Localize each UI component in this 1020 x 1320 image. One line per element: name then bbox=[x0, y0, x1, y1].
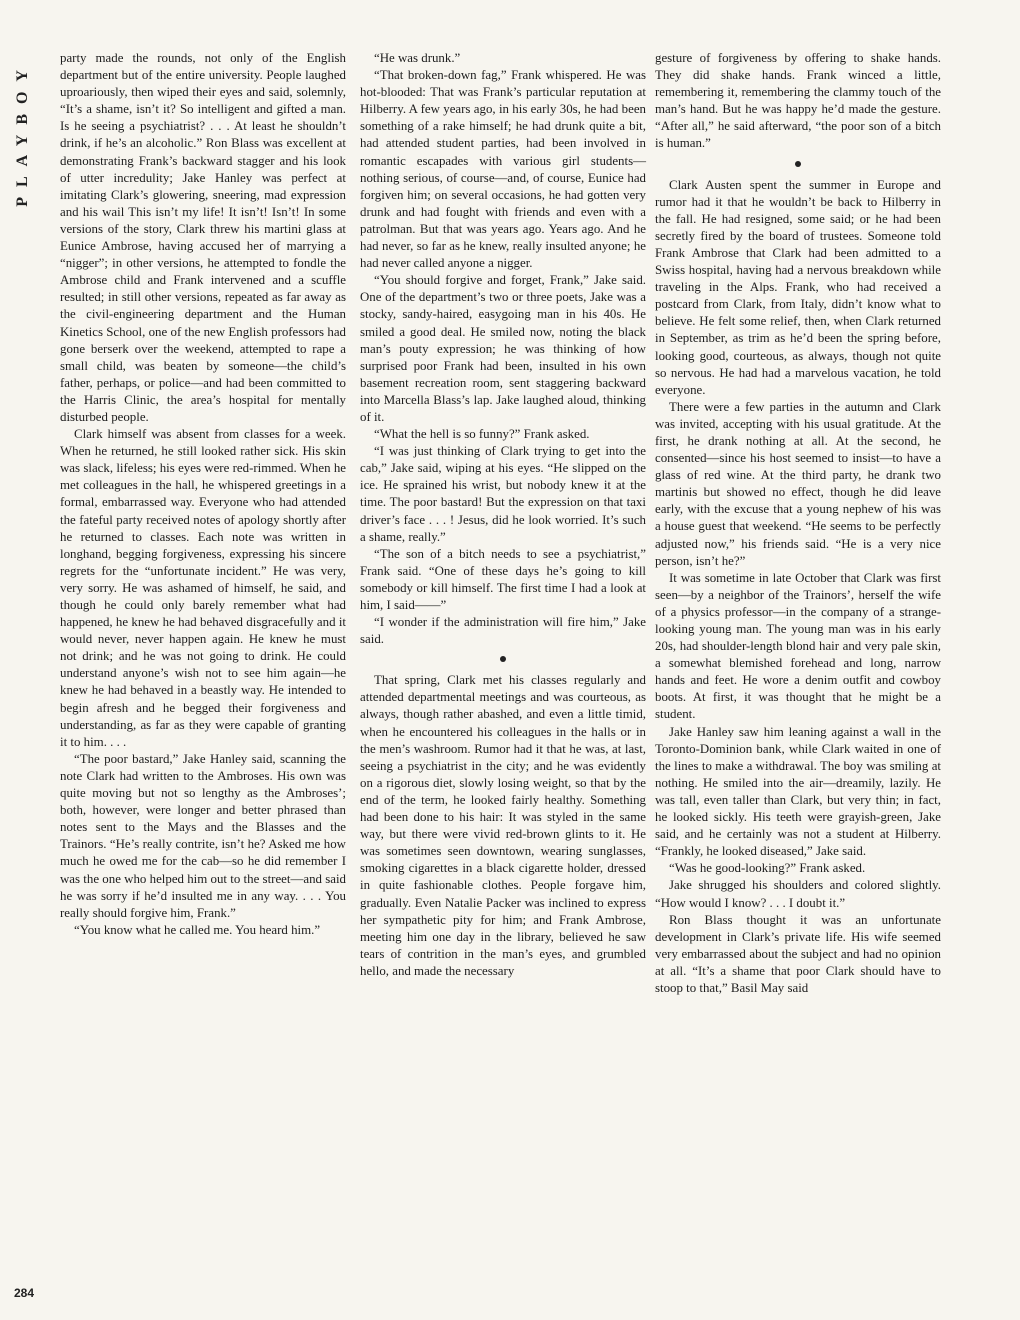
paragraph: “Was he good-looking?” Frank asked. bbox=[669, 861, 866, 876]
paragraph: That spring, Clark met his classes regularly and attended departmental meetings and was courteous, as always, though rather abashed, and even a little timid, when he encountered his colleagues in the halls or in the men’s washroom. Rumor had it that he was, at last, seeing a psychiatrist in the city; and he was evidently on a rigorous diet, slowly losing weight, so that by the end of the term, he looked fairly healthy. Something had been done to his hair: It was styled in the same way, but there were vivid red-brown glints to it. He was sometimes seen downtown, wearing sunglasses, smoking cigarettes in a black cigarette holder, dressed in quite fashionable clothes. People forgave him, gradually. Even Natalie Packer was inclined to express her sympathetic pity for him; and Frank Ambrose, meeting him one day in the library, believed he saw tears of contrition in the man’s eyes, and grumbled hello, and made the necessary bbox=[360, 673, 646, 978]
magazine-name: PLAYBOY bbox=[14, 60, 31, 207]
paragraph: Jake shrugged his shoulders and colored slightly. “How would I know? . . . I doubt it.” bbox=[655, 878, 941, 910]
paragraph: “The son of a bitch needs to see a psychiatrist,” Frank said. “One of these days he’s going to kill somebody or kill himself. The first time I had a look at him, I said——” bbox=[360, 546, 646, 612]
paragraph: “He was drunk.” bbox=[374, 51, 461, 65]
paragraph: “I was just thinking of Clark trying to get into the cab,” Jake said, wiping at his eyes. “He slipped on the ice. He sprained his wrist, but nobody knew it at the time. The poor bastard! But the expression on that taxi driver’s face . . . ! Jesus, did he look worried. It’s such a shame, really.” bbox=[360, 444, 646, 544]
paragraph: “I wonder if the administration will fire him,” Jake said. bbox=[360, 615, 646, 647]
section-break-bullet bbox=[500, 656, 506, 662]
column-1 bbox=[60, 50, 346, 939]
paragraph: Clark Austen spent the summer in Europe and rumor had it that he wouldn’t be back to Hilberry in the fall. He had resigned, some said; or he had been secretly fired by the board of trustees. Someone told Frank Ambrose that Clark had been admitted to a Swiss hospital, having had a nervous breakdown while traveling in the Alps. Frank, who had received a postcard from Clark, from Italy, didn’t know what to believe. He felt some relief, then, when Clark returned in September, as trim as he’d been the spring before, looking good, courteous, as always, though not quite so nervous. He had had a marvelous vacation, he told everyone. bbox=[655, 177, 941, 397]
paragraph: party made the rounds, not only of the English department but of the entire university. People laughed uproariously, then wiped their eyes and said, solemnly, “It’s a shame, isn’t it? So intelligent and gifted a man. Is he seeing a psychiatrist? . . . At least he shouldn’t drink, if he’s an alcoholic.” Ron Blass was excellent at demonstrating Frank’s backward stagger and his look of utter incredulity; Jake Hanley was perfect at imitating Clark’s glowering, sneering, mad expression and his wail This isn’t my life! It isn’t! Isn’t! In some versions of the story, Clark threw his martini glass at Eunice Ambrose, having accused her of marrying a “nigger”; in other versions, he attempted to fondle the Ambrose child and Frank intervened and a scuffle resulted; in still other versions, repeated as far away as the civil-engineering department and the Human Kinetics School, one of the new English professors had gone berserk over the weekend, attempted to rape a small child, was beaten by someone—the child’s father, perhaps, or police—and had been committed to the Harris Clinic, the area’s hospital for mentally disturbed people. bbox=[60, 51, 346, 424]
paragraph: “What the hell is so funny?” Frank asked. bbox=[374, 427, 590, 442]
paragraph: It was sometime in late October that Clark was first seen—by a neighbor of the Trainors’, herself the wife of a physics professor—in the company of a strange-looking young man. The young man was in his early 20s, had shoulder-length blond hair and very pale skin, a somewhat blemished forehead and long, narrow hands and feet. He wore a denim outfit and cowboy boots. At first, it was thought that he might be a student. bbox=[655, 570, 941, 722]
paragraph: “That broken-down fag,” Frank whispered. He was hot-blooded: That was Frank’s particular reputation at Hilberry. A few years ago, in his early 30s, he had been something of a rake himself; he had drunk quite a bit, had attended student parties, had been involved in romantic escapades with various girl students—nothing serious, of course—and, of course, Eunice had forgiven him; on several occasions, he had gotten very drunk and had fought with friends and even with a patrolman. But that was years ago. Years ago. And he had never, so far as he knew, really insulted anyone; he had never called anyone a nigger. bbox=[360, 68, 646, 271]
paragraph: “You know what he called me. You heard him.” bbox=[74, 922, 321, 937]
paragraph: Ron Blass thought it was an unfortunate development in Clark’s private life. His wife seemed very embarrassed about the subject and had no opinion at all. “It’s a shame that poor Clark should have to stoop to that,” Basil May said bbox=[655, 912, 941, 995]
paragraph: Clark himself was absent from classes for a week. When he returned, he still looked rather sick. His skin was slack, lifeless; his eyes were red-rimmed. When he met colleagues in the hall, he whispered greetings in a formal, embarrassed way. Everyone who had attended the fateful party received notes of apology shortly after he returned to classes. Each note was written in longhand, begging forgiveness, expressing his sincere regrets for the “unfortunate incident.” He was very, very sorry. He was ashamed of himself, he said, and though he could only barely remember what had happened, he knew he had behaved disgracefully and it would never, never happen again. He knew he must not drink; and he was not going to drink. He could understand anyone’s wish not to see him again—he knew he had behaved in a beastly way. He intended to begin afresh and he begged their forgiveness and understanding, as far as they were capable of granting it to him. . . . bbox=[60, 427, 346, 749]
paragraph: Jake Hanley saw him leaning against a wall in the Toronto-Dominion bank, while Clark waited in one of the lines to make a withdrawal. The boy was smiling at nothing. He smiled into the air—dreamily, lazily. He was tall, even taller than Clark, but very thin; in fact, he looked sickly. His teeth were grayish-green, Jake said, and he certainly was not a student at Hilberry. “Frankly, he looked diseased,” Jake said. bbox=[655, 724, 941, 859]
paragraph: There were a few parties in the autumn and Clark was invited, accepting with his usual gratitude. At the first, he drank nothing at all. At the second, he consented—since his host seemed to insist—to have a glass of red wine. At the third party, he drank two martinis but showed no effect, though he did leave early, with the excuse that a young nephew of his was a house guest that weekend. “He seems to be perfectly adjusted now,” his friends said. “He is a very nice person, isn’t he?” bbox=[655, 399, 941, 568]
section-break-bullet bbox=[795, 161, 801, 167]
column-3 bbox=[655, 50, 941, 997]
column-2 bbox=[360, 50, 646, 980]
page-number: 284 bbox=[14, 1286, 35, 1300]
paragraph: “You should forgive and forget, Frank,” Jake said. One of the department’s two or three poets, Jake was a stocky, sandy-haired, easygoing man in his 40s. He smiled a good deal. He smiled now, noting the black man’s pouty expression; he was thinking of how surprised poor Frank had been, insulted in his own basement recreation room, sent staggering backward into Marcella Blass’s lap. Jake laughed aloud, thinking of it. bbox=[360, 273, 646, 424]
paragraph: gesture of forgiveness by offering to shake hands. They did shake hands. Frank winced a little, remembering it, remembering the clammy touch of the man’s hand. But he was happy he’d made the gesture. “After all,” he said afterward, “the poor son of a bitch is human.” bbox=[655, 51, 941, 151]
paragraph: “The poor bastard,” Jake Hanley said, scanning the note Clark had written to the Ambroses. His own was quite moving but not so lengthy as the Ambroses’; both, however, were longer and better phrased than notes sent to the Mays and the Blasses and the Trainors. “He’s really contrite, isn’t he? Asked me how much he owed me for the cab—so he did remember I was the one who helped him out to the street—and said he was sorry if he’d insulted me in any way. . . . You really should forgive him, Frank.” bbox=[60, 751, 346, 920]
